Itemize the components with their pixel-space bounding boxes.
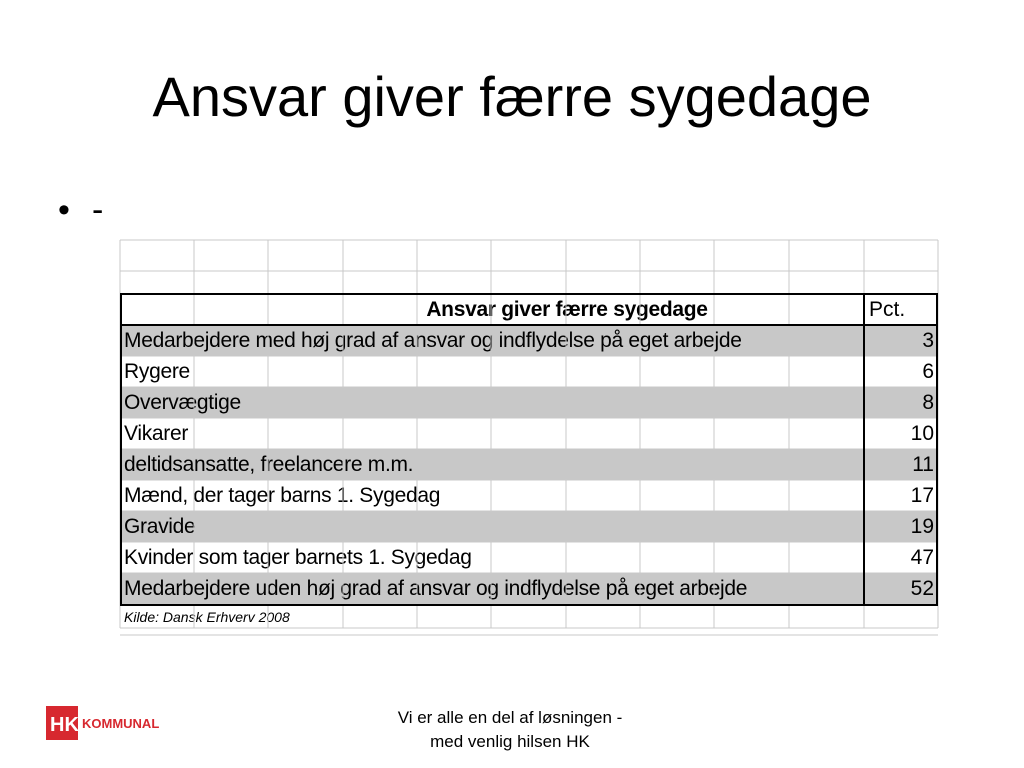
table-row (120, 542, 938, 573)
row-label: Medarbejdere uden høj grad af ansvar og indflydelse på eget arbejde (124, 577, 748, 600)
bullet-symbol: • (58, 191, 70, 229)
row-value: 17 (910, 484, 934, 507)
footer-text (360, 706, 660, 754)
table-row (120, 573, 938, 604)
table-row (120, 480, 938, 511)
row-label: deltidsansatte, freelancere m.m. (124, 453, 414, 476)
row-value: 52 (910, 577, 934, 600)
source-note: Kilde: Dansk Erhverv 2008 (124, 609, 290, 625)
svg-text:KOMMUNAL: KOMMUNAL (82, 716, 160, 731)
row-value: 11 (912, 453, 934, 476)
hk-logo-mark (46, 706, 160, 740)
table-row (120, 387, 938, 418)
footer-line-1: Vi er alle en del af løsningen - (397, 708, 623, 727)
hk-kommunal-logo (46, 706, 160, 740)
table-title: Ansvar giver færre sygedage (426, 298, 708, 321)
row-value: 8 (922, 391, 934, 414)
value-column-header: Pct. (869, 298, 906, 321)
bullet-point (58, 190, 103, 230)
spreadsheet-table (120, 240, 938, 628)
row-value: 3 (922, 329, 934, 352)
table-row (120, 418, 938, 449)
table-row (120, 511, 938, 542)
bullet-text: - (92, 191, 104, 229)
table-row (120, 449, 938, 480)
row-value: 6 (922, 360, 934, 383)
row-label: Mænd, der tager barns 1. Sygedag (124, 484, 441, 507)
row-value: 19 (910, 515, 934, 538)
row-value: 10 (910, 422, 934, 445)
row-label: Medarbejdere med høj grad af ansvar og indflydelse på eget arbejde (124, 329, 742, 352)
row-label: Overvægtige (124, 391, 241, 414)
row-label: Rygere (124, 360, 190, 383)
row-label: Kvinder som tager barnets 1. Sygedag (124, 546, 472, 569)
footer-line-2: med venlig hilsen HK (430, 732, 590, 751)
table-row (120, 325, 938, 356)
table-row (120, 356, 938, 387)
table-header-row (120, 294, 938, 325)
slide-title: Ansvar giver færre sygedage (152, 65, 872, 128)
row-value: 47 (910, 546, 934, 569)
svg-text:HK: HK (50, 714, 79, 736)
row-label: Gravide (124, 515, 196, 538)
row-label: Vikarer (124, 422, 189, 445)
